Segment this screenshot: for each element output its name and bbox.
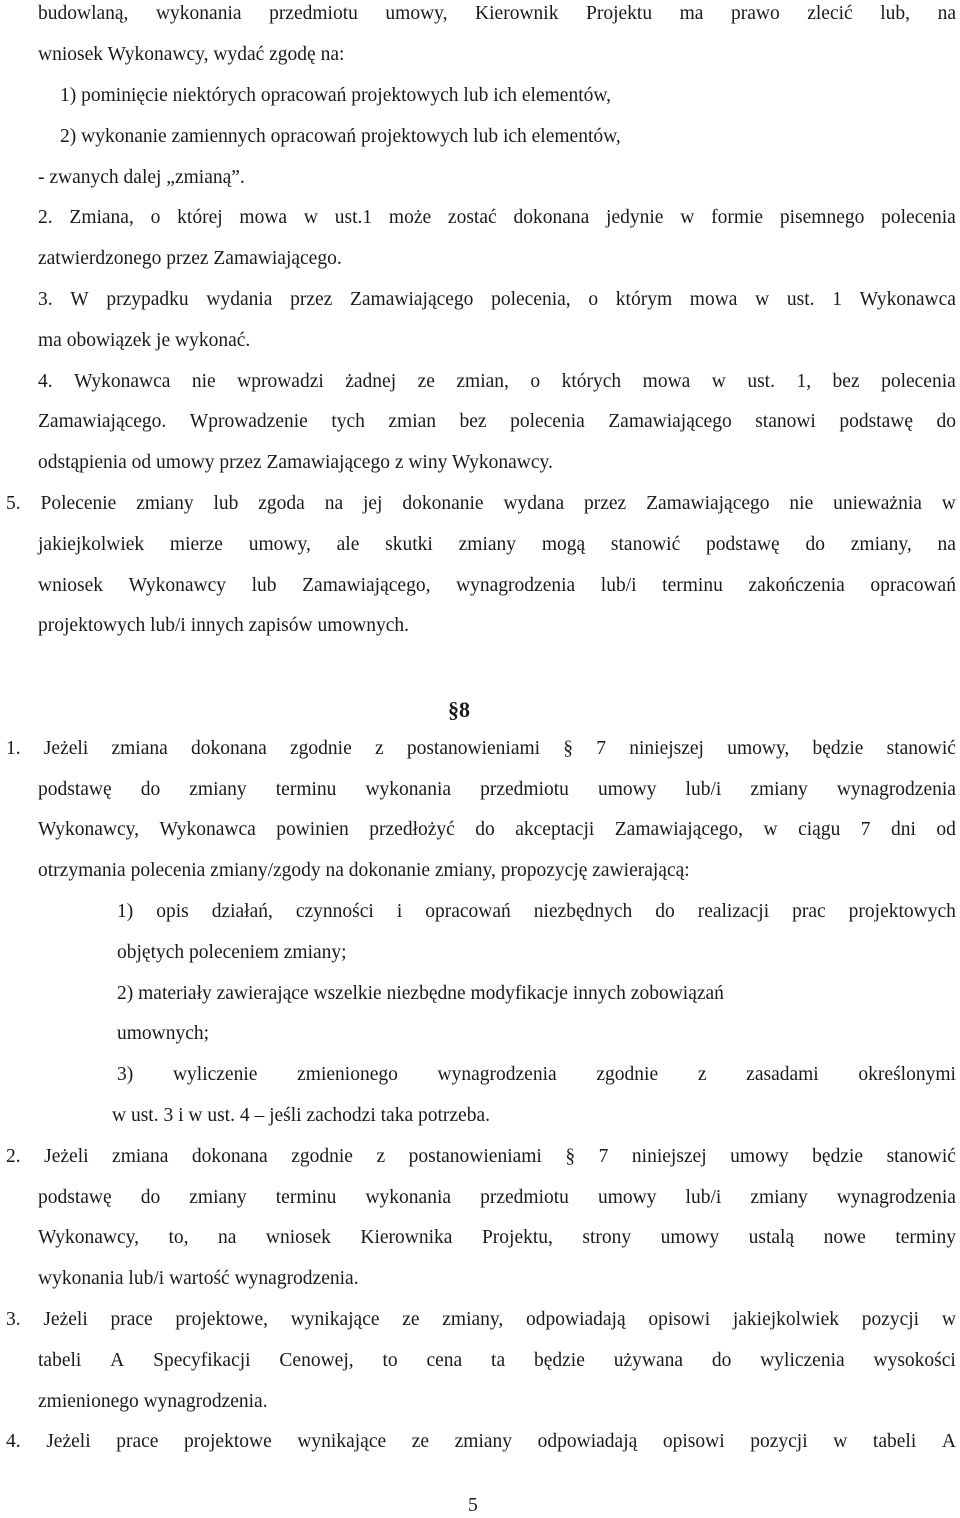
text-line: wniosek Wykonawcy, wydać zgodę na:: [38, 44, 345, 65]
text-line: 2) materiały zawierające wszelkie niezbędne modyfikacje innych zobowiązań: [117, 983, 724, 1004]
text-line: 1) pominięcie niektórych opracowań projektowych lub ich elementów,: [60, 85, 612, 106]
text-line: zmienionego wynagrodzenia.: [38, 1391, 268, 1412]
text-line: 4. Wykonawca nie wprowadzi żadnej ze zmian, o których mowa w ust. 1, bez polecenia: [38, 371, 956, 392]
text-line: 2. Zmiana, o której mowa w ust.1 może zostać dokonana jedynie w formie pisemnego polecenia: [38, 207, 956, 228]
text-line: 3. Jeżeli prace projektowe, wynikające ze zmiany, odpowiadają opisowi jakiejkolwiek pozycji w: [6, 1309, 956, 1330]
text-line: 3. W przypadku wydania przez Zamawiającego polecenia, o którym mowa w ust. 1 Wykonawca: [38, 289, 956, 310]
text-line: projektowych lub/i innych zapisów umownych.: [38, 615, 409, 636]
text-line: w ust. 3 i w ust. 4 – jeśli zachodzi taka potrzeba.: [112, 1105, 490, 1126]
text-line: 4. Jeżeli prace projektowe wynikające ze zmiany odpowiadają opisowi pozycji w tabeli A: [6, 1431, 956, 1452]
text-line: budowlaną, wykonania przedmiotu umowy, Kierownik Projektu ma prawo zlecić lub, na: [38, 3, 956, 24]
page-number: 5: [468, 1495, 478, 1516]
section-heading: §8: [448, 697, 470, 722]
text-line: podstawę do zmiany terminu wykonania przedmiotu umowy lub/i zmiany wynagrodzenia: [38, 1187, 956, 1208]
text-line: zatwierdzonego przez Zamawiającego.: [38, 248, 342, 269]
text-line: 2. Jeżeli zmiana dokonana zgodnie z postanowieniami § 7 niniejszej umowy będzie stanowić: [6, 1146, 956, 1167]
text-line: podstawę do zmiany terminu wykonania przedmiotu umowy lub/i zmiany wynagrodzenia: [38, 779, 956, 800]
text-line: umownych;: [117, 1023, 210, 1044]
text-line: wykonania lub/i wartość wynagrodzenia.: [38, 1268, 359, 1289]
text-line: 2) wykonanie zamiennych opracowań projektowych lub ich elementów,: [60, 126, 621, 147]
text-line: 3) wyliczenie zmienionego wynagrodzenia zgodnie z zasadami określonymi: [117, 1064, 956, 1085]
text-line: 1. Jeżeli zmiana dokonana zgodnie z postanowieniami § 7 niniejszej umowy, będzie stanowić: [6, 738, 956, 759]
text-line: Wykonawcy, to, na wniosek Kierownika Projektu, strony umowy ustalą nowe terminy: [38, 1227, 956, 1248]
text-line: jakiejkolwiek mierze umowy, ale skutki zmiany mogą stanowić podstawę do zmiany, na: [38, 534, 956, 555]
text-line: 1) opis działań, czynności i opracowań niezbędnych do realizacji prac projektowych: [117, 901, 956, 922]
text-line: 5. Polecenie zmiany lub zgoda na jej dokonanie wydana przez Zamawiającego nie unieważnia w: [6, 493, 956, 514]
text-line: tabeli A Specyfikacji Cenowej, to cena ta będzie używana do wyliczenia wysokości: [38, 1350, 956, 1371]
text-line: objętych poleceniem zmiany;: [117, 942, 347, 963]
text-line: Wykonawcy, Wykonawca powinien przedłożyć do akceptacji Zamawiającego, w ciągu 7 dni od: [38, 819, 956, 840]
text-line: Zamawiającego. Wprowadzenie tych zmian bez polecenia Zamawiającego stanowi podstawę do: [38, 411, 956, 432]
text-line: otrzymania polecenia zmiany/zgody na dokonanie zmiany, propozycję zawierającą:: [38, 860, 690, 881]
text-line: odstąpienia od umowy przez Zamawiającego z winy Wykonawcy.: [38, 452, 553, 473]
text-line: - zwanych dalej „zmianą”.: [38, 167, 245, 188]
text-line: wniosek Wykonawcy lub Zamawiającego, wynagrodzenia lub/i terminu zakończenia opracowań: [38, 575, 956, 596]
text-line: ma obowiązek je wykonać.: [38, 330, 251, 351]
